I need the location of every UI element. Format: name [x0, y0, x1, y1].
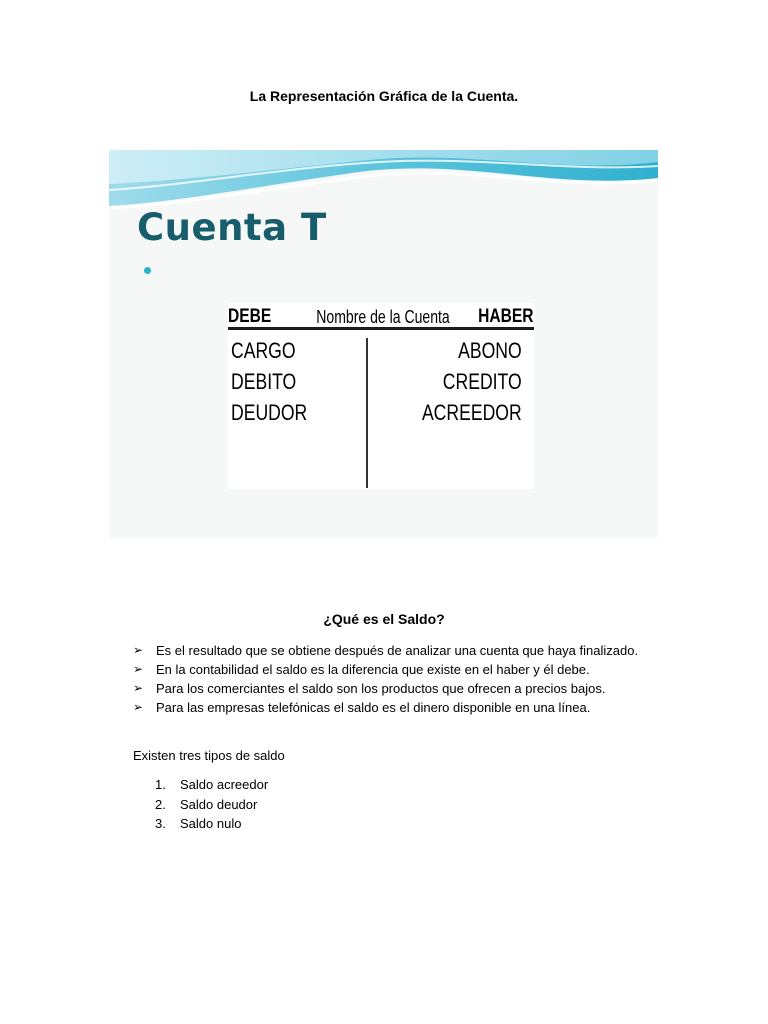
bullet-text: En la contabilidad el saldo es la diferencia que existe en el haber y él debe. [156, 662, 590, 677]
slide-heading: Cuenta T [137, 206, 327, 249]
cuenta-t-slide-image [109, 150, 658, 538]
t-account-divider [366, 338, 368, 488]
haber-item: ABONO [458, 338, 522, 363]
saldo-type-label: Saldo deudor [180, 796, 258, 812]
wave-banner-graphic [109, 150, 658, 212]
arrow-bullet-icon: ➢ [133, 681, 144, 695]
debe-item: CARGO [231, 338, 296, 363]
debe-header: DEBE [228, 306, 272, 327]
haber-column [397, 335, 522, 428]
list-number: 3. [155, 816, 166, 831]
bullet-text: Para los comerciantes el saldo son los productos que ofrecen a precios bajos. [156, 681, 606, 696]
arrow-bullet-icon: ➢ [133, 662, 144, 676]
haber-header: HABER [478, 306, 534, 327]
saldo-type-label: Saldo acreedor [180, 777, 269, 792]
debe-item: DEBITO [231, 369, 297, 394]
list-number: 2. [155, 796, 166, 812]
bullet-text: Es el resultado que se obtiene después de analizar una cuenta que haya finalizado. [156, 643, 639, 658]
list-item [133, 679, 653, 698]
bullet-text: Para las empresas telefónicas el saldo es el dinero disponible en una línea. [156, 700, 591, 715]
haber-item: ACREEDOR [422, 400, 522, 425]
t-account-diagram [228, 303, 534, 489]
list-item [155, 775, 268, 795]
arrow-bullet-icon: ➢ [133, 643, 144, 657]
debe-item: DEUDOR [231, 400, 308, 425]
list-item [133, 660, 653, 679]
saldo-types-list [155, 775, 268, 834]
list-item [155, 814, 268, 834]
t-account-header [228, 303, 534, 330]
list-item [155, 795, 268, 815]
document-title: La Representación Gráfica de la Cuenta. [249, 88, 519, 104]
arrow-bullet-icon: ➢ [133, 700, 144, 714]
slide-bullet-dot [144, 267, 151, 274]
saldo-type-label: Saldo nulo [180, 816, 242, 831]
saldo-types-intro: Existen tres tipos de saldo [133, 748, 285, 763]
list-item [133, 698, 653, 717]
debe-column [231, 335, 326, 428]
haber-item: CREDITO [443, 369, 522, 394]
saldo-section-title: ¿Qué es el Saldo? [323, 611, 445, 627]
account-name-header: Nombre de la Cuenta [316, 307, 450, 327]
saldo-bullet-list [133, 641, 653, 717]
list-item [133, 641, 653, 660]
list-number: 1. [155, 777, 166, 792]
